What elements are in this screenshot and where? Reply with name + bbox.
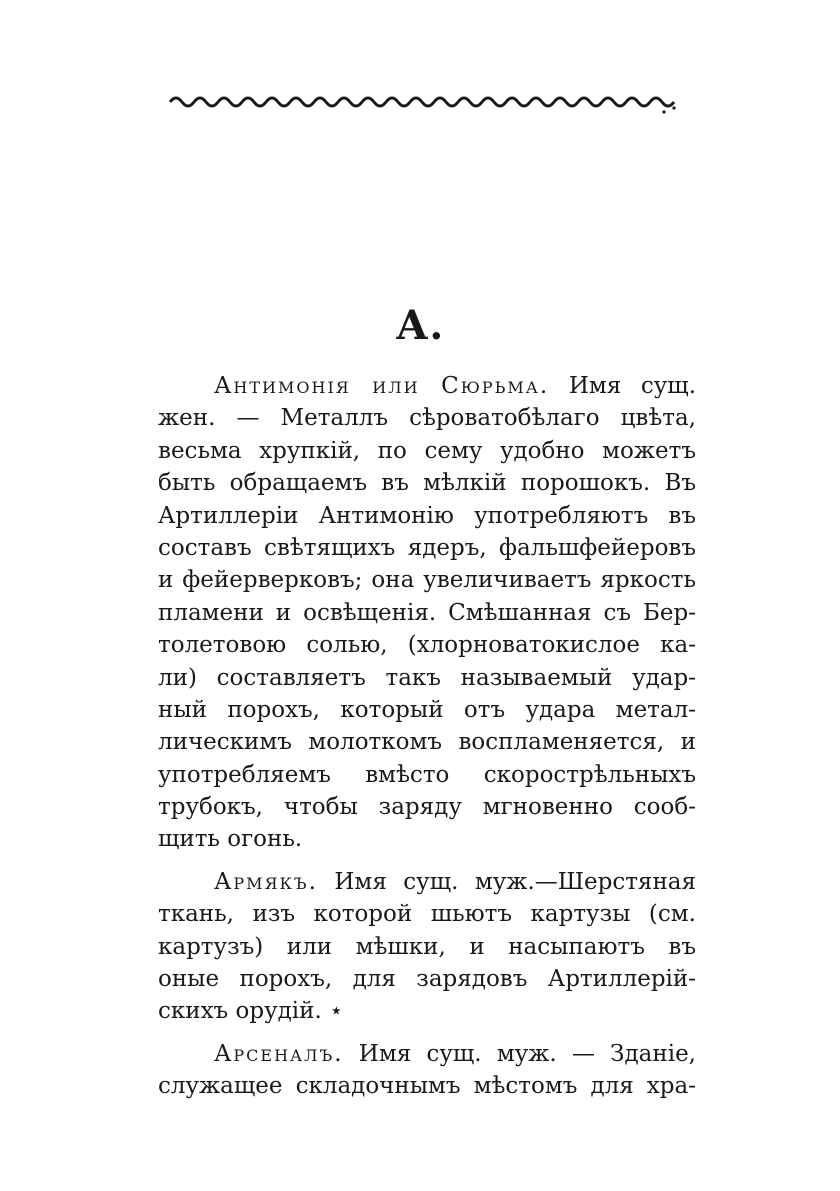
entry-line: трубокъ, чтобы заряду мгновенно сооб- [158,794,696,821]
entry-line: скихъ орудій. ⋆ [158,998,344,1025]
entry-text: Имя сущ. [549,373,696,399]
entry-gap [158,1028,696,1038]
entry-headword: Армякъ. [214,868,318,895]
entry-line: ткань, изъ которой шьютъ картузы (см. [158,901,696,928]
entry-line: пламени и освѣщенія. Смѣшанная съ Бер- [158,599,696,626]
entry-text: Имя сущ. муж. — Зданіе, [343,1040,696,1067]
entry-line: щить огонь. [158,826,303,853]
entry-gap [158,856,696,866]
section-letter-heading: А. [395,302,445,349]
entry-line [158,866,696,898]
entry-line: толетовою солью, (хлорноватокислое ка- [158,632,696,659]
entry-line: составъ свѣтящихъ ядеръ, фальшфейеровъ [158,534,696,561]
entry-line: быть обращаемъ въ мѣлкій порошокъ. Въ [158,470,696,497]
entry-headword: Арсеналъ. [214,1040,344,1067]
decorative-rule-ornament [168,88,688,118]
entry-headword: Антимонія или Сюрьма. [214,373,550,399]
entry-line: весьма хрупкій, по сему удобно можетъ [158,437,696,464]
entry-line: Артиллеріи Антимонію употребляютъ въ [158,502,696,529]
entry-line [158,370,696,402]
entry-line: служащее складочнымъ мѣстомъ для хра- [158,1073,696,1100]
entry-line: ли) составляетъ такъ называемый удар- [158,664,696,691]
entry-line: картузъ) или мѣшки, и насыпаютъ въ [158,933,696,960]
entry-line: оные порохъ, для зарядовъ Артиллерій- [158,966,696,993]
entry-text: Имя сущ. муж.—Шерстяная [317,868,696,895]
entry-line: и фейерверковъ; она увеличиваетъ яркость [158,567,696,594]
entry-line: употребляемъ вмѣсто скорострѣльныхъ [158,761,696,788]
dictionary-entries [158,370,696,1103]
entry-line: жен. — Металлъ сѣроватобѣлаго цвѣта, [158,405,696,432]
entry-line: лическимъ молоткомъ воспламеняется, и [158,729,696,756]
entry-line: ный порохъ, который отъ удара метал- [158,696,696,723]
entry-line [158,1038,696,1070]
